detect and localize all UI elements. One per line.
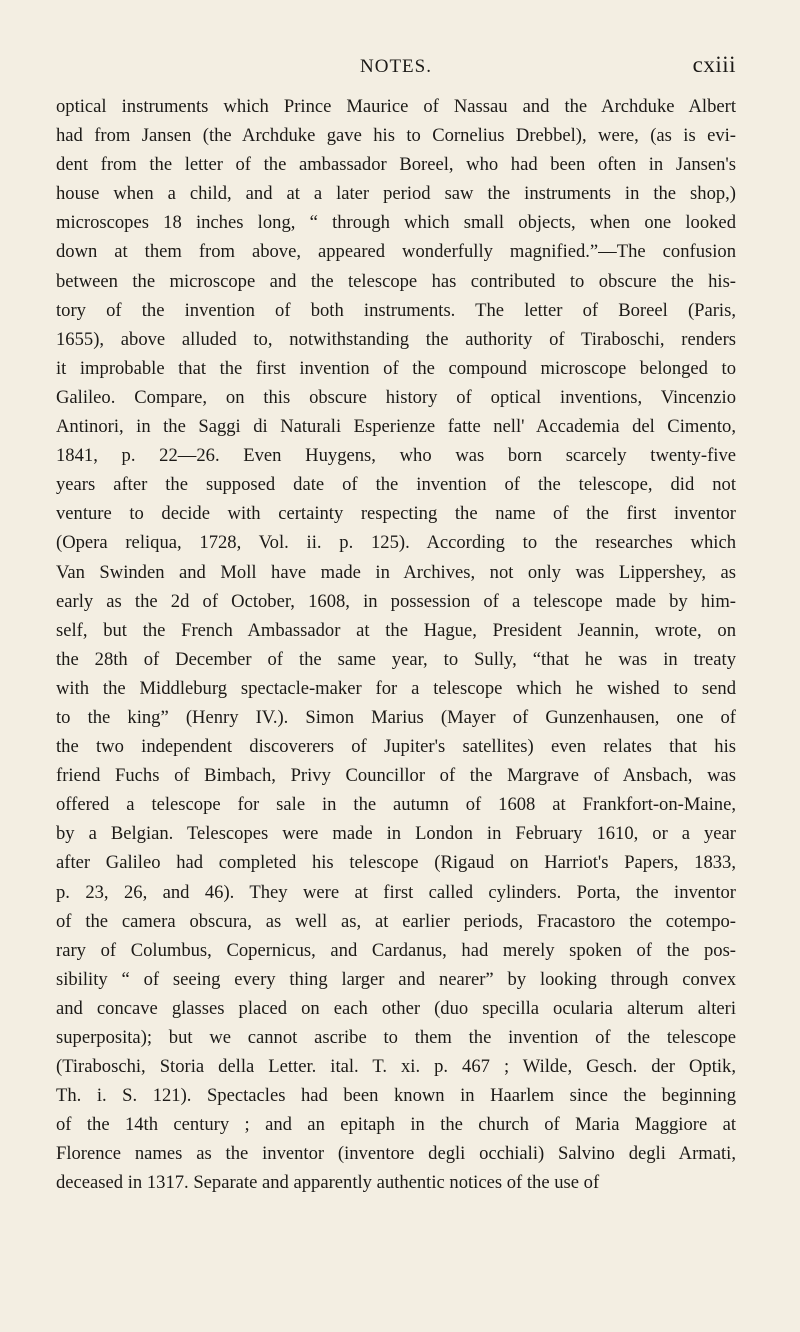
running-head: NOTES. <box>360 56 432 77</box>
text-line: optical instruments which Prince Maurice of Nassau and the Archduke Albert <box>56 96 736 117</box>
page-number: cxiii <box>692 52 736 77</box>
text-line: dent from the letter of the ambassador Boreel, who had been often in Jansen's <box>56 154 736 176</box>
text-line: 1841, p. 22—26. Even Huygens, who was born scarcely twenty-five <box>56 445 736 467</box>
text-line: sibility “ of seeing every thing larger and nearer” by looking through convex <box>56 968 736 990</box>
text-line: deceased in 1317. Separate and apparently authentic notices of the use of <box>56 1172 600 1194</box>
text-line: and concave glasses placed on each other (duo specilla ocularia alterum alteri <box>56 997 736 1019</box>
text-line: tory of the invention of both instruments. The letter of Boreel (Paris, <box>56 299 736 321</box>
text-line: between the microscope and the telescope has contributed to obscure the his- <box>56 270 736 292</box>
text-line: with the Middleburg spectacle-maker for a telescope which he wished to send <box>56 677 736 699</box>
text-line: venture to decide with certainty respecting the name of the first inventor <box>56 503 736 525</box>
text-line: p. 23, 26, and 46). They were at first called cylinders. Porta, the inventor <box>56 881 736 903</box>
text-line: to the king” (Henry IV.). Simon Marius (Mayer of Gunzenhausen, one of <box>56 706 736 728</box>
text-line: house when a child, and at a later period saw the instruments in the shop,) <box>56 183 736 205</box>
text-line: microscopes 18 inches long, “ through which small objects, when one looked <box>56 212 736 234</box>
text-line: down at them from above, appeared wonderfully magnified.”—The confusion <box>56 241 736 263</box>
text-line: (Opera reliqua, 1728, Vol. ii. p. 125). According to the researches which <box>56 532 736 554</box>
text-line: Van Swinden and Moll have made in Archives, not only was Lippershey, as <box>56 561 736 583</box>
text-line: offered a telescope for sale in the autumn of 1608 at Frankfort-on-Maine, <box>56 794 736 816</box>
text-line: self, but the French Ambassador at the Hague, President Jeannin, wrote, on <box>56 619 736 641</box>
text-line: had from Jansen (the Archduke gave his to Cornelius Drebbel), were, (as is evi- <box>56 125 736 147</box>
text-line: Galileo. Compare, on this obscure history of optical inventions, Vincenzio <box>56 386 736 408</box>
notes-body-text <box>56 92 736 1198</box>
text-line: it improbable that the first invention of the compound microscope belonged to <box>56 357 736 379</box>
text-line: (Tiraboschi, Storia della Letter. ital. T. xi. p. 467 ; Wilde, Gesch. der Optik, <box>56 1056 736 1078</box>
page-header <box>56 52 736 84</box>
text-line: the 28th of December of the same year, to Sully, “that he was in treaty <box>56 648 736 670</box>
text-line: 1655), above alluded to, notwithstanding the authority of Tiraboschi, renders <box>56 328 736 350</box>
text-line: friend Fuchs of Bimbach, Privy Councillor of the Margrave of Ansbach, was <box>56 765 736 787</box>
text-line: early as the 2d of October, 1608, in possession of a telescope made by him- <box>56 590 736 612</box>
text-line: Antinori, in the Saggi di Naturali Esperienze fatte nell' Accademia del Cimento, <box>56 416 736 438</box>
text-line: the two independent discoverers of Jupiter's satellites) even relates that his <box>56 736 736 758</box>
text-line: Th. i. S. 121). Spectacles had been known in Haarlem since the beginning <box>56 1085 736 1107</box>
text-line: Florence names as the inventor (inventore degli occhiali) Salvino degli Armati, <box>56 1143 736 1165</box>
text-line: years after the supposed date of the invention of the telescope, did not <box>56 474 736 496</box>
text-line: after Galileo had completed his telescope (Rigaud on Harriot's Papers, 1833, <box>56 852 736 874</box>
text-line: superposita); but we cannot ascribe to them the invention of the telescope <box>56 1027 736 1048</box>
text-line: of the camera obscura, as well as, at earlier periods, Fracastoro the cotempo- <box>56 910 736 932</box>
text-line: rary of Columbus, Copernicus, and Cardanus, had merely spoken of the pos- <box>56 939 736 961</box>
text-line: of the 14th century ; and an epitaph in the church of Maria Maggiore at <box>56 1114 736 1136</box>
text-line: by a Belgian. Telescopes were made in London in February 1610, or a year <box>56 823 736 845</box>
